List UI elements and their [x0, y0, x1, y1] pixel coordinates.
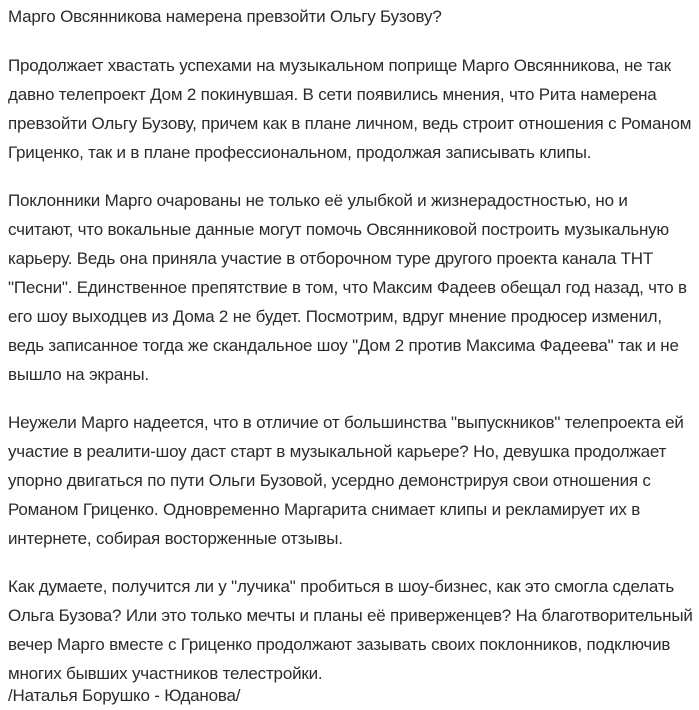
article-paragraph-2: Поклонники Марго очарованы не только её улыбкой и жизнерадостностью, но и считают, что вокальные данные могут помочь Овсянниковой построить музыкальную карьеру. Ведь она приняла участие в отборочном туре другого проекта канала ТНТ "Песни". Единственное препятствие в том, что Максим Фадеев обещал год назад, что в его шоу выходцев из Дома 2 не будет. Посмотрим, вдруг мнение продюсер изменил, ведь записанное тогда же скандальное шоу "Дом 2 против Максима Фадеева" так и не вышло на экраны. [8, 191, 687, 384]
article-byline: /Наталья Борушко - Юданова/ [8, 686, 241, 705]
article-paragraph-1: Продолжает хвастать успехами на музыкальном поприще Марго Овсянникова, не так давно телепроект Дом 2 покинувшая. В сети появились мнения, что Рита намерена превзойти Ольгу Бузову, причем как в плане личном, ведь строит отношения с Романом Гриценко, так и в плане профессиональном, продолжая записывать клипы. [8, 56, 692, 162]
article-title: Марго Овсянникова намерена превзойти Ольгу Бузову? [8, 7, 442, 26]
article-paragraph-3: Неужели Марго надеется, что в отличие от большинства "выпускников" телепроекта ей участие в реалити-шоу даст старт в музыкальной карьере? Но, девушка продолжает упорно двигаться по пути Ольги Бузовой, усердно демонстрируя свои отношения с Романом Гриценко. Одновременно Маргарита снимает клипы и рекламирует их в интернете, собирая восторженные отзывы. [8, 413, 684, 548]
article-paragraph-4: Как думаете, получится ли у "лучика" пробиться в шоу-бизнес, как это смогла сделать Ольга Бузова? Или это только мечты и планы её приверженцев? На благотворительный вечер Марго вместе с Гриценко продолжают зазывать своих поклонников, подключив многих бывших участников телестройки. [8, 577, 693, 683]
